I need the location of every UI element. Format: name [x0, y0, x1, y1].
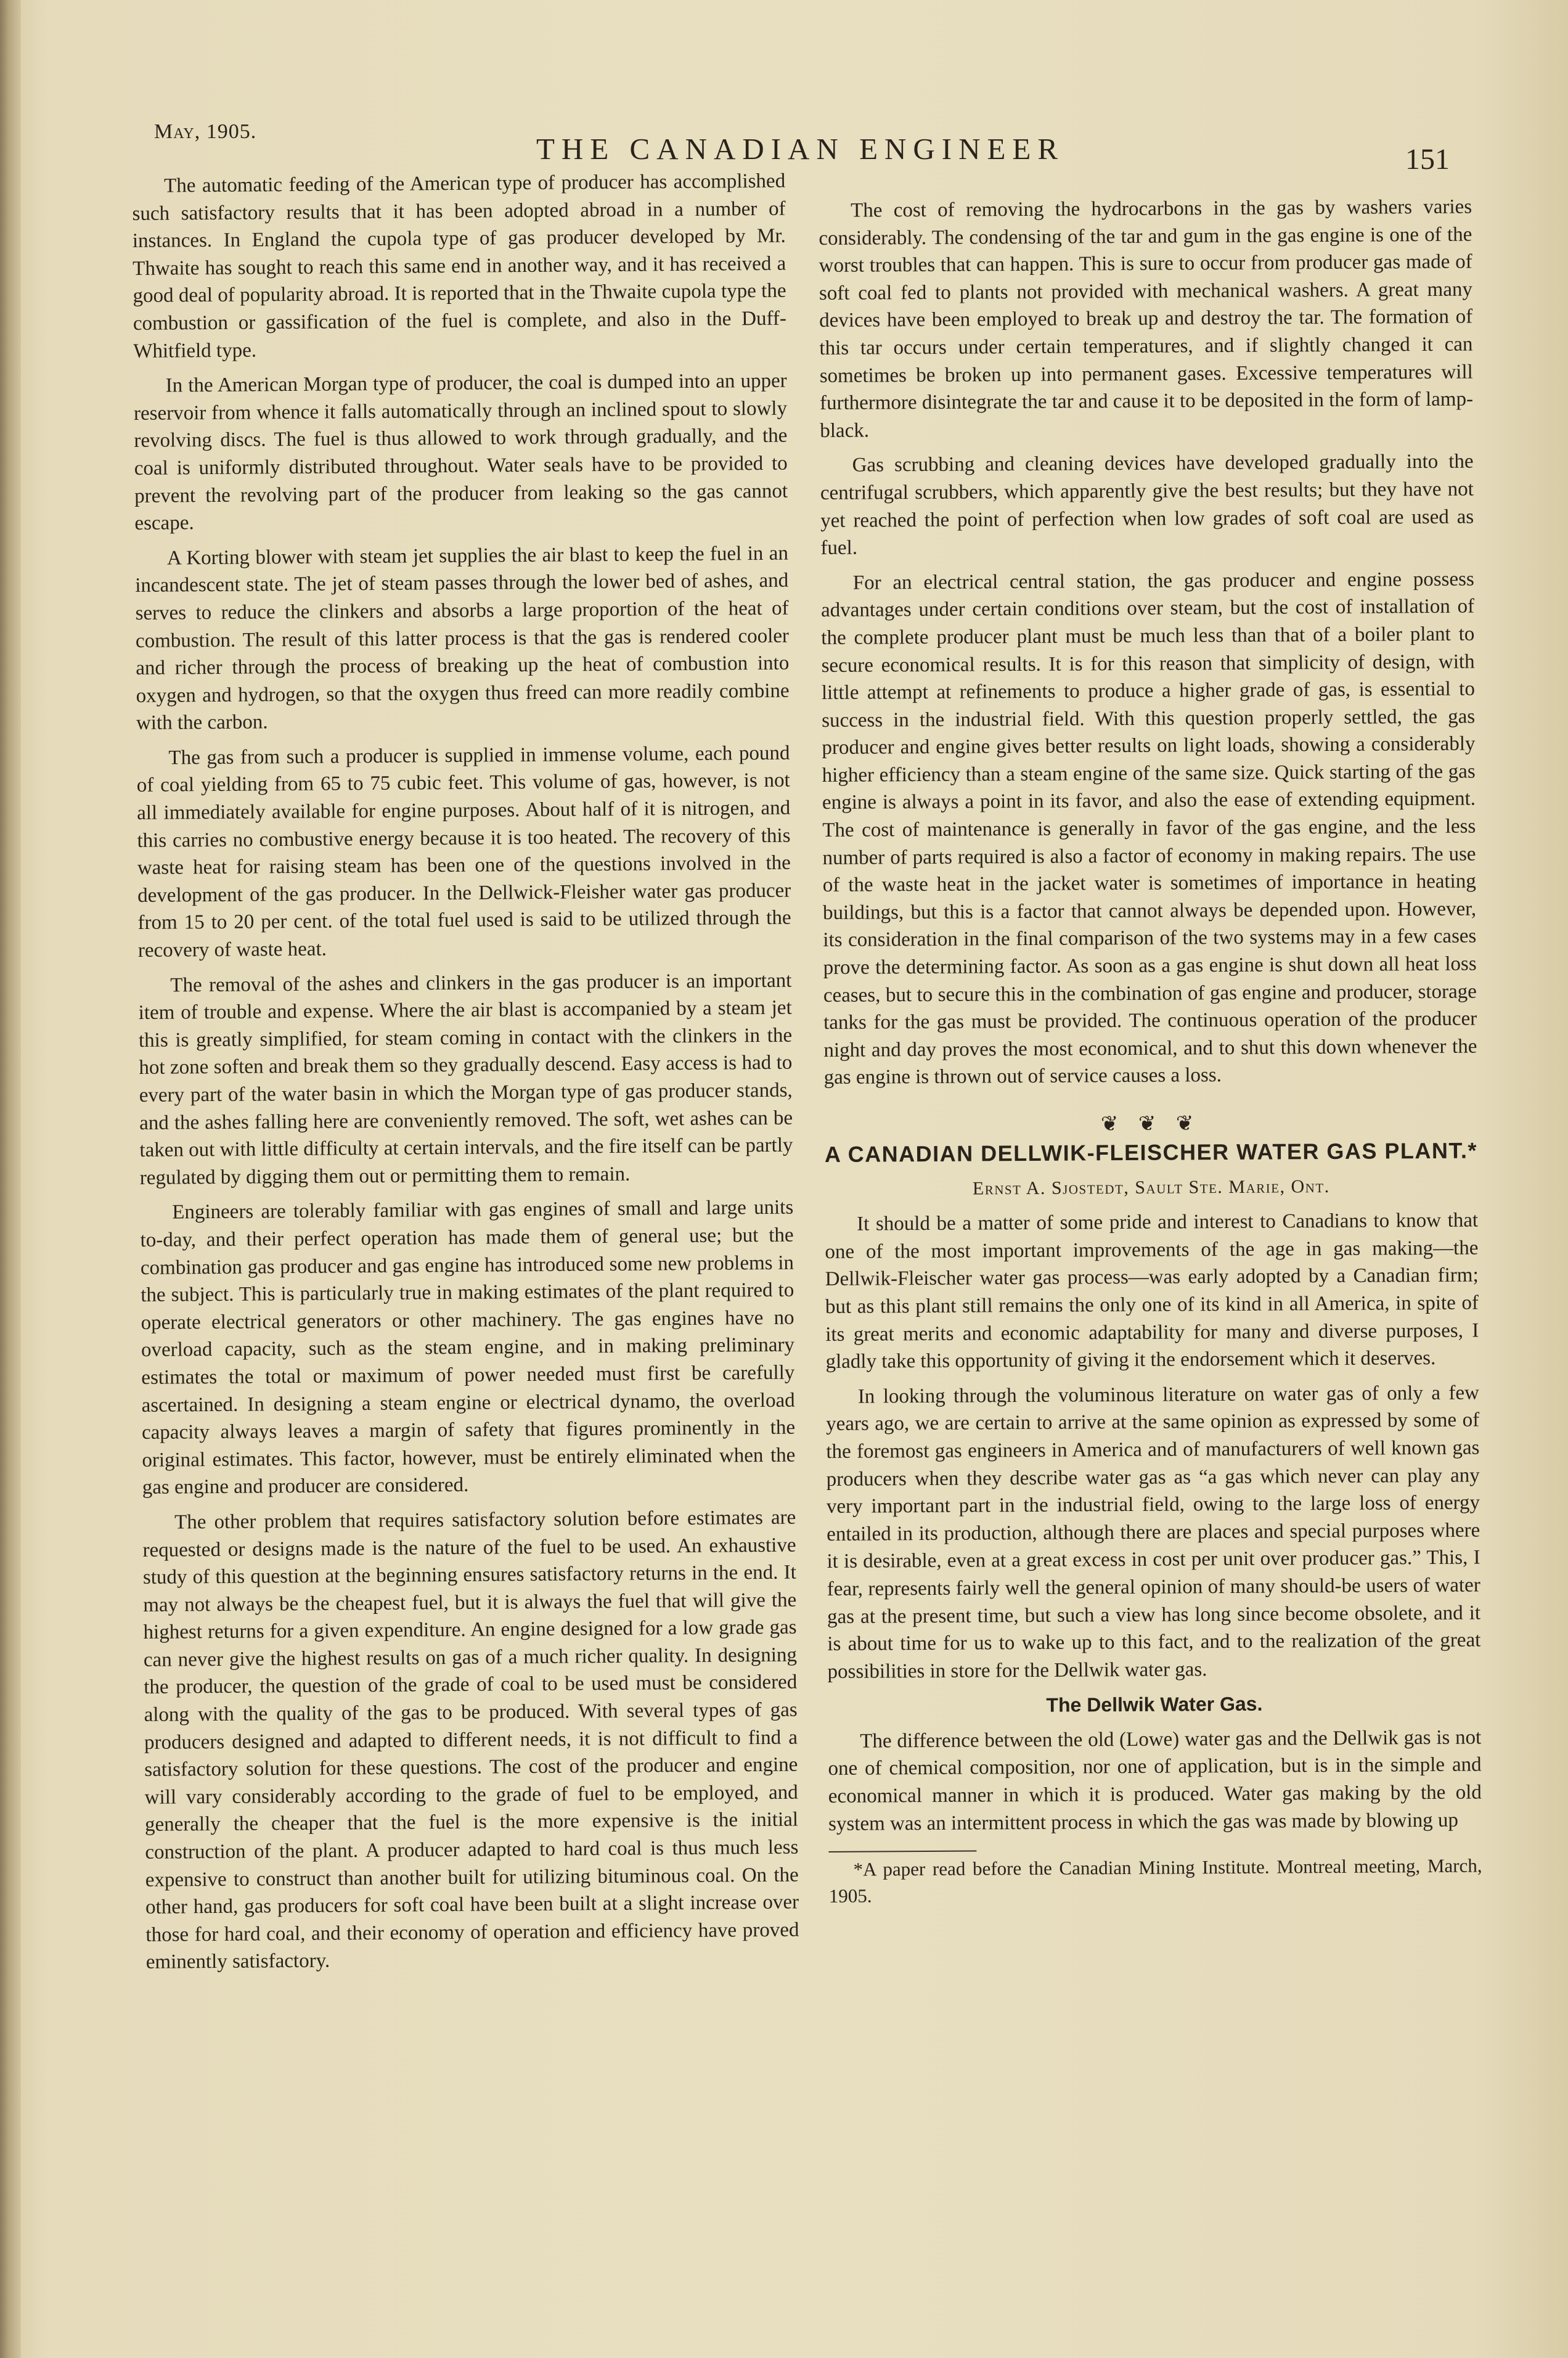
paragraph: Engineers are tolerably familiar with gas engines of small and large units to-day, and their perfect operation has made them of general use; but the combination gas producer and gas engine has introduced some new problems in the subject. This is particularly true in making estimates of the plant required to operate electrical generators or other machinery. The gas engines have no overload capacity, such as the steam engine, and in making preliminary estimates the total or maximum of power needed must first be carefully ascertained. In designing a steam engine or electrical dynamo, the overload capacity always leaves a margin of safety that figures prominently in the original estimates. This factor, however, must be entirely eliminated when the gas engine and producer are considered. [140, 1196, 796, 1499]
paragraph: The automatic feeding of the American type of producer has accomplished such satisfactory results that it has been adopted abroad in a number of instances. In England the cupola type of gas producer developed by Mr. Thwaite has sought to reach this same end in another way, and it has received a good deal of popularity abroad. It is reported that in the Thwaite cupola type the combustion or gassification of the fuel is complete, and also in the Duff-Whitfield type. [132, 170, 787, 362]
footnote: *A paper read before the Canadian Mining Institute. Montreal meeting, March, 1905. [828, 1854, 1482, 1907]
paragraph: Gas scrubbing and cleaning devices have developed gradually into the centrifugal scrubbers, which apparently give the best results; but they have not yet reached the point of perfection when low grades of soft coal are used as fuel. [820, 450, 1474, 560]
section-subheading: The Dellwik Water Gas. [1046, 1692, 1263, 1717]
section-ornament: ❦ ❦ ❦ [1100, 1112, 1201, 1136]
paragraph: The other problem that requires satisfactory solution before estimates are requested or designs made is the nature of the fuel to be used. An exhaustive study of this question at the beginning ensures satisfactory returns in the end. It may not always be the cheapest fuel, but it is always the fuel that will give the highest returns for a given expenditure. An engine designed for a low grade gas can never give the highest results on gas of a much richer quality. In designing the producer, the question of the grade of coal to be used must be considered along with the quality of the gas to be produced. With several types of gas producers designed and adapted to different needs, it is not difficult to find a satisfactory solution for these questions. The cost of the producer and engine will vary considerably according to the grade of fuel to be employed, and generally the cheaper that the fuel is the more expensive is the initial construction of the plant. A producer adapted to hard coal is thus much less expensive to construct than another built for utilizing bituminous coal. On the other hand, gas producers for soft coal have been built at a slight increase over those for hard coal, and their economy of operation and efficiency have proved eminently satisfactory. [142, 1506, 799, 1974]
paragraph: The gas from such a producer is supplied in immense volume, each pound of coal yielding from 65 to 75 cubic feet. This volume of gas, however, is not all immediately available for engine purposes. About half of it is nitrogen, and this carries no combustive energy because it is too heated. The recovery of this waste heat for raising steam has been one of the questions involved in the development of the gas producer. In the Dellwick-Fleisher water gas producer from 15 to 20 per cent. of the total fuel used is said to be utilized through the recovery of waste heat. [136, 742, 791, 962]
paragraph: For an electrical central station, the gas producer and engine possess advantages under certain conditions over steam, but the cost of installation of the complete producer plant must be much less than that of a boiler plant to secure economical results. It is for this reason that simplicity of design, with little attempt at refinements to produce a higher grade of gas, is essential to success in the industrial field. With this question properly settled, the gas producer and engine gives better results on light loads, showing a considerably higher efficiency than a steam engine of the same size. Quick starting of the gas engine is always a point in its favor, and also the ease of extending equipment. The cost of maintenance is generally in favor of the gas engine, and the less number of parts required is also a factor of economy in making repairs. The use of the waste heat in the jacket water is sometimes of importance in heating buildings, but this is a factor that cannot always be depended upon. However, its consideration in the final comparison of the two systems may in a few cases prove the determining factor. As soon as a gas engine is shut down all heat loss ceases, but to secure this in the combination of gas engine and producer, storage tanks for the gas must be provided. The continuous operation of the producer night and day proves the most economical, and to shut this down whenever the gas engine is thrown out of service causes a loss. [820, 568, 1477, 1089]
paragraph: The removal of the ashes and clinkers in the gas producer is an important item of trouble and expense. Where the air blast is accompanied by a steam jet this is greatly simplified, for steam coming in contact with the clinkers in the hot zone soften and break them so they gradually descend. Easy access is had to every part of the water basin in which the Morgan type of gas producer stands, and the ashes falling here are conveniently removed. The soft, wet ashes can be taken out with little difficulty at certain intervals, and the fire itself can be partly regulated by digging them out or permitting them to remain. [138, 969, 793, 1189]
article-title: A CANADIAN DELLWIK-FLEISCHER WATER GAS PLANT.* [824, 1137, 1478, 1167]
paragraph: The difference between the old (Lowe) water gas and the Dellwik gas is not one of chemical composition, nor one of application, but is in the simple and economical manner in which it is produced. Water gas making by the old system was an intermittent process in which the gas was made by blowing up [828, 1726, 1482, 1835]
right-column [819, 194, 1482, 1910]
footnote-rule [828, 1851, 976, 1852]
paragraph: In looking through the voluminous literature on water gas of only a few years ago, we are certain to arrive at the same opinion as expressed by some of the foremost gas engineers in America and of manufacturers of well known gas producers when they describe water gas as “a gas which never can play any very important part in the industrial field, owing to the large loss of energy entailed in its production, although there are places and special purposes where it is desirable, even at a great excess in cost per unit over producer gas.” This, I fear, represents fairly well the general opinion of many should-be users of water gas at the present time, but such a view has long since become obsolete, and it is about time for us to wake up to this fact, and to the realization of the great possibilities in store for the Dellwik water gas. [826, 1382, 1481, 1683]
paragraph: The cost of removing the hydrocarbons in the gas by washers varies considerably. The condensing of the tar and gum in the gas engine is one of the worst troubles that can happen. This is sure to occur from producer gas made of soft coal fed to plants not provided with mechanical washers. A great many devices have been employed to break up and destroy the tar. The formation of this tar occurs under certain temperatures, and if slightly changed it can sometimes be broken up into permanent gases. Excessive temperatures will furthermore disintegrate the tar and cause it to be deposited in the form of lamp-black. [819, 195, 1474, 442]
paragraph: In the American Morgan type of producer, the coal is dumped into an upper reservoir from whence it falls automatically through an inclined spout to slowly revolving discs. The fuel is thus allowed to work through gradually, and the coal is uniformly distributed throughout. Water seals have to be provided to prevent the revolving part of the producer from leaking so the gas cannot escape. [133, 369, 788, 535]
paragraph: It should be a matter of some pride and interest to Canadians to know that one of the most important improvements of the age in gas making—the Dellwik-Fleischer water gas process—was early adopted by a Canadian firm; but as this plant still remains the only one of its kind in all America, in spite of its great merits and economic adaptability for many and diverse purposes, I gladly take this opportunity of giving it the endorsement which it deserves. [825, 1209, 1479, 1373]
journal-title: THE CANADIAN ENGINEER [536, 132, 1065, 166]
article-byline: Ernst A. Sjostedt, Sault Ste. Marie, Ont. [972, 1176, 1330, 1199]
paragraph: A Korting blower with steam jet supplies the air blast to keep the fuel in an incandescent state. The jet of steam passes through the lower bed of ashes, and serves to reduce the clinkers and absorbs a large proportion of the heat of combustion. The result of this latter process is that the gas is rendered cooler and richer through the process of breaking up the heat of combustion into oxygen and hydrogen, so that the oxygen thus freed can more readily combine with the carbon. [135, 542, 790, 735]
left-column [132, 168, 799, 1976]
page-number: 151 [1405, 143, 1450, 176]
binding-gutter [0, 0, 21, 2358]
issue-date: May, 1905. [154, 120, 257, 143]
